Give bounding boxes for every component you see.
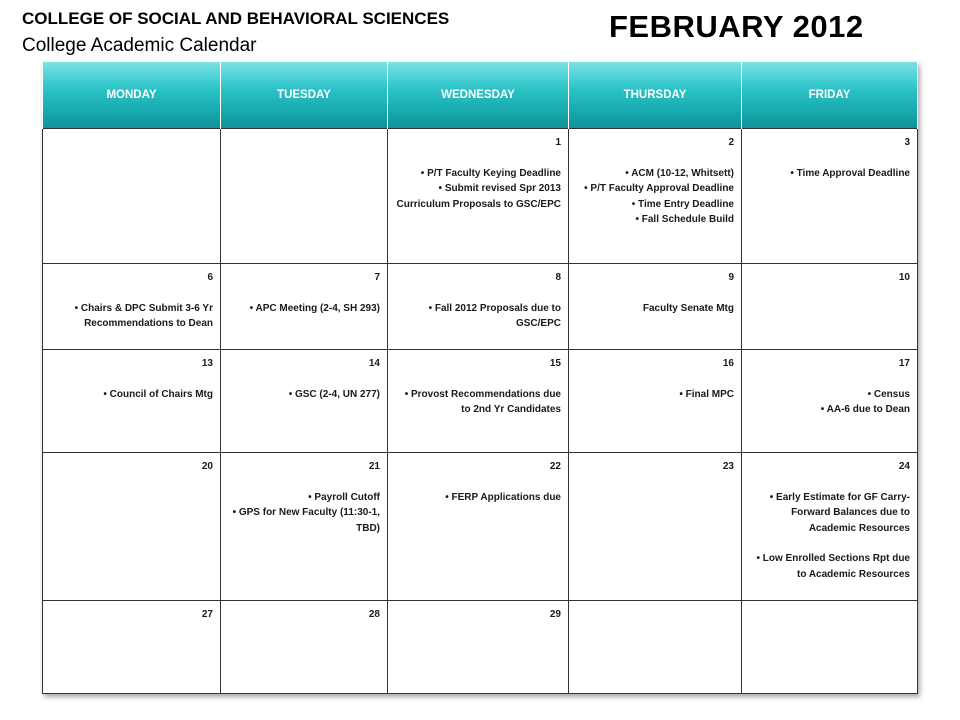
week-row bbox=[43, 453, 918, 601]
day-cell bbox=[221, 264, 388, 350]
day-cell bbox=[43, 453, 221, 601]
event-item: • APC Meeting (2-4, SH 293) bbox=[249, 302, 380, 314]
event-item: • Final MPC bbox=[679, 388, 734, 400]
week-row bbox=[43, 350, 918, 453]
event-item: • Fall Schedule Build bbox=[635, 214, 734, 225]
event-item: • ACM (10-12, Whitsett) bbox=[625, 167, 734, 179]
day-cell bbox=[221, 453, 388, 601]
month-title: FEBRUARY 2012 bbox=[609, 9, 864, 44]
day-number: 29 bbox=[549, 609, 561, 620]
day-cell bbox=[742, 601, 918, 694]
day-number: 23 bbox=[722, 461, 734, 472]
day-number: 2 bbox=[728, 137, 734, 148]
day-number: 27 bbox=[201, 609, 213, 620]
event-item: • Submit revised Spr 2013 Curriculum Proposals to GSC/EPC bbox=[396, 183, 561, 210]
day-number: 3 bbox=[904, 137, 910, 148]
day-cell bbox=[43, 601, 221, 694]
event-item: • GSC (2-4, UN 277) bbox=[288, 388, 380, 400]
day-number: 14 bbox=[368, 358, 380, 369]
day-number: 17 bbox=[898, 358, 910, 369]
day-number: 9 bbox=[728, 272, 734, 283]
event-item: • P/T Faculty Approval Deadline bbox=[584, 183, 734, 194]
weekday-header: FRIDAY bbox=[742, 62, 918, 129]
event-item: • Census bbox=[867, 388, 910, 400]
day-cell bbox=[221, 601, 388, 694]
day-cell bbox=[742, 453, 918, 601]
event-item: • Provost Recommendations due to 2nd Yr Candidates bbox=[404, 388, 561, 415]
event-item: • Early Estimate for GF Carry-Forward Balances due to Academic Resources bbox=[769, 491, 910, 534]
day-number: 22 bbox=[549, 461, 561, 472]
day-number: 7 bbox=[374, 272, 380, 283]
event-item: • Time Approval Deadline bbox=[790, 167, 910, 179]
day-cell bbox=[742, 350, 918, 453]
weekday-header: TUESDAY bbox=[221, 62, 388, 129]
event-item: • Low Enrolled Sections Rpt due to Academic Resources bbox=[756, 553, 910, 580]
day-cell bbox=[388, 453, 569, 601]
event-item: • Time Entry Deadline bbox=[631, 198, 734, 210]
weekday-header-row bbox=[43, 62, 918, 129]
weekday-header: THURSDAY bbox=[569, 62, 742, 129]
weekday-header: WEDNESDAY bbox=[388, 62, 569, 129]
day-number: 24 bbox=[898, 461, 910, 472]
day-cell bbox=[43, 350, 221, 453]
day-number: 1 bbox=[555, 137, 561, 148]
calendar-subtitle: College Academic Calendar bbox=[22, 35, 257, 56]
event-item: Faculty Senate Mtg bbox=[642, 302, 734, 314]
day-number: 15 bbox=[549, 358, 561, 369]
week-row bbox=[43, 129, 918, 264]
day-cell bbox=[43, 129, 221, 264]
day-cell bbox=[221, 129, 388, 264]
college-name: COLLEGE OF SOCIAL AND BEHAVIORAL SCIENCES bbox=[22, 9, 450, 28]
day-cell bbox=[569, 129, 742, 264]
day-cell bbox=[569, 453, 742, 601]
event-item: • Payroll Cutoff bbox=[308, 491, 380, 503]
day-cell bbox=[742, 129, 918, 264]
event-item: • GPS for New Faculty (11:30-1, TBD) bbox=[232, 507, 380, 534]
weekday-header: MONDAY bbox=[43, 62, 221, 129]
day-cell bbox=[221, 350, 388, 453]
day-cell bbox=[388, 601, 569, 694]
event-item: • Fall 2012 Proposals due to GSC/EPC bbox=[428, 302, 561, 329]
day-cell bbox=[43, 264, 221, 350]
day-cell bbox=[388, 264, 569, 350]
day-cell bbox=[388, 129, 569, 264]
day-number: 28 bbox=[368, 609, 380, 620]
day-number: 10 bbox=[898, 272, 910, 283]
day-cell bbox=[569, 601, 742, 694]
event-item: • AA-6 due to Dean bbox=[820, 404, 910, 415]
calendar-table bbox=[42, 62, 918, 694]
day-number: 6 bbox=[207, 272, 213, 283]
day-number: 16 bbox=[722, 358, 734, 369]
day-number: 8 bbox=[555, 272, 561, 283]
day-cell bbox=[388, 350, 569, 453]
day-number: 21 bbox=[368, 461, 380, 472]
event-item: • FERP Applications due bbox=[445, 491, 561, 503]
week-row bbox=[43, 601, 918, 694]
day-cell bbox=[569, 350, 742, 453]
event-item: • Chairs & DPC Submit 3-6 Yr Recommendations to Dean bbox=[74, 302, 213, 329]
day-number: 13 bbox=[201, 358, 213, 369]
event-item: • Council of Chairs Mtg bbox=[103, 388, 213, 400]
week-row bbox=[43, 264, 918, 350]
event-item: • P/T Faculty Keying Deadline bbox=[420, 167, 561, 179]
day-number: 20 bbox=[201, 461, 213, 472]
day-cell bbox=[742, 264, 918, 350]
day-cell bbox=[569, 264, 742, 350]
